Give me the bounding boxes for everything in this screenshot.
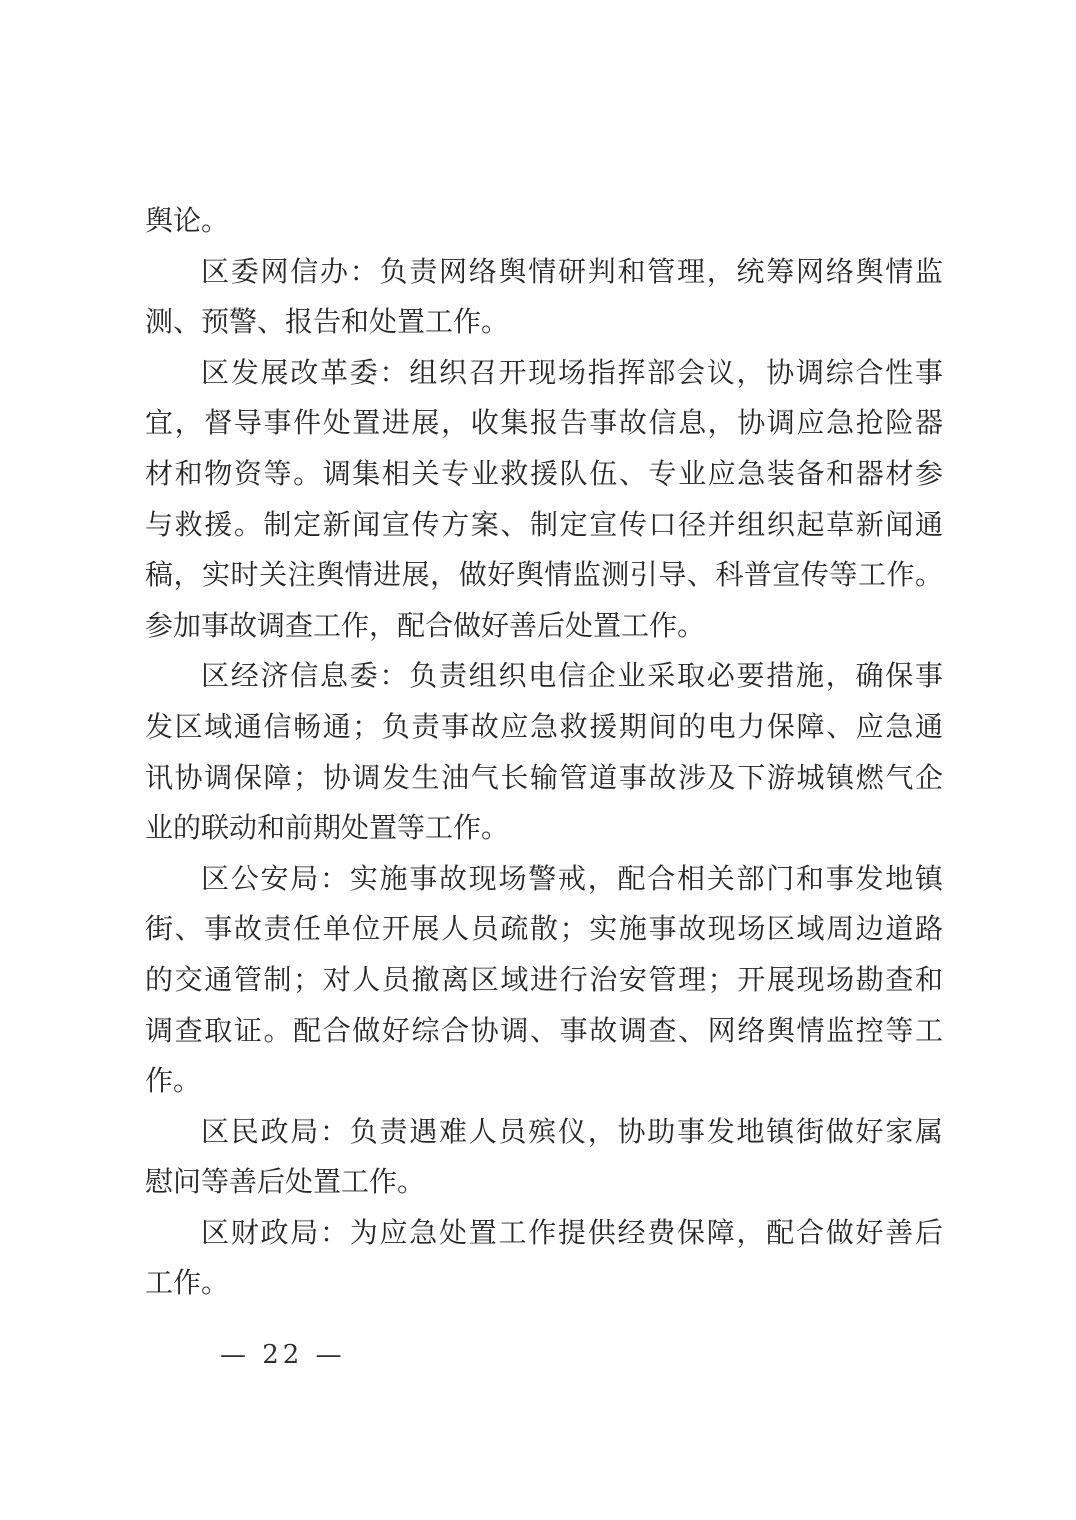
text-line: 区公安局：实施事故现场警戒，配合相关部门和事发地镇 (201, 861, 943, 895)
text-line: 工作。 (145, 1266, 230, 1300)
text-line: 讯协调保障；协调发生油气长输管道事故涉及下游城镇燃气企 (145, 760, 943, 794)
text-line: 区财政局：为应急处置工作提供经费保障，配合做好善后 (201, 1215, 943, 1249)
text-line: 区经济信息委：负责组织电信企业采取必要措施，确保事 (201, 659, 943, 693)
document-body (145, 196, 943, 1309)
text-line: 调查取证。配合做好综合协调、事故调查、网络舆情监控等工 (145, 1013, 943, 1047)
text-line: 测、预警、报告和处置工作。 (145, 305, 510, 339)
text-line: 街、事故责任单位开展人员疏散；实施事故现场区域周边道路 (145, 912, 943, 946)
text-line: 稿，实时关注舆情进展，做好舆情监测引导、科普宣传等工作。 (145, 558, 943, 592)
text-line: 作。 (145, 1064, 202, 1098)
page-footer (220, 1340, 346, 1370)
text-line: 区委网信办：负责网络舆情研判和管理，统筹网络舆情监 (201, 254, 943, 288)
text-line: 的交通管制；对人员撤离区域进行治安管理；开展现场勘查和 (145, 962, 943, 996)
text-line: 材和物资等。调集相关专业救援队伍、专业应急装备和器材参 (145, 456, 943, 490)
text-line: 与救援。制定新闻宣传方案、制定宣传口径并组织起草新闻通 (145, 507, 943, 541)
text-line: 发区域通信畅通；负责事故应急救援期间的电力保障、应急通 (145, 709, 943, 743)
text-line: 慰问等善后处置工作。 (145, 1165, 426, 1199)
text-line: 业的联动和前期处置等工作。 (145, 811, 510, 845)
text-line: 宜，督导事件处置进展，收集报告事故信息，协调应急抢险器 (145, 406, 943, 440)
text-line: 舆论。 (145, 204, 230, 237)
text-line: 区发展改革委：组织召开现场指挥部会议，协调综合性事 (201, 355, 943, 389)
text-line: 区民政局：负责遇难人员殡仪，协助事发地镇街做好家属 (201, 1114, 943, 1148)
page-number: — 22 — (220, 1340, 346, 1370)
text-line: 参加事故调查工作，配合做好善后处置工作。 (145, 608, 706, 642)
